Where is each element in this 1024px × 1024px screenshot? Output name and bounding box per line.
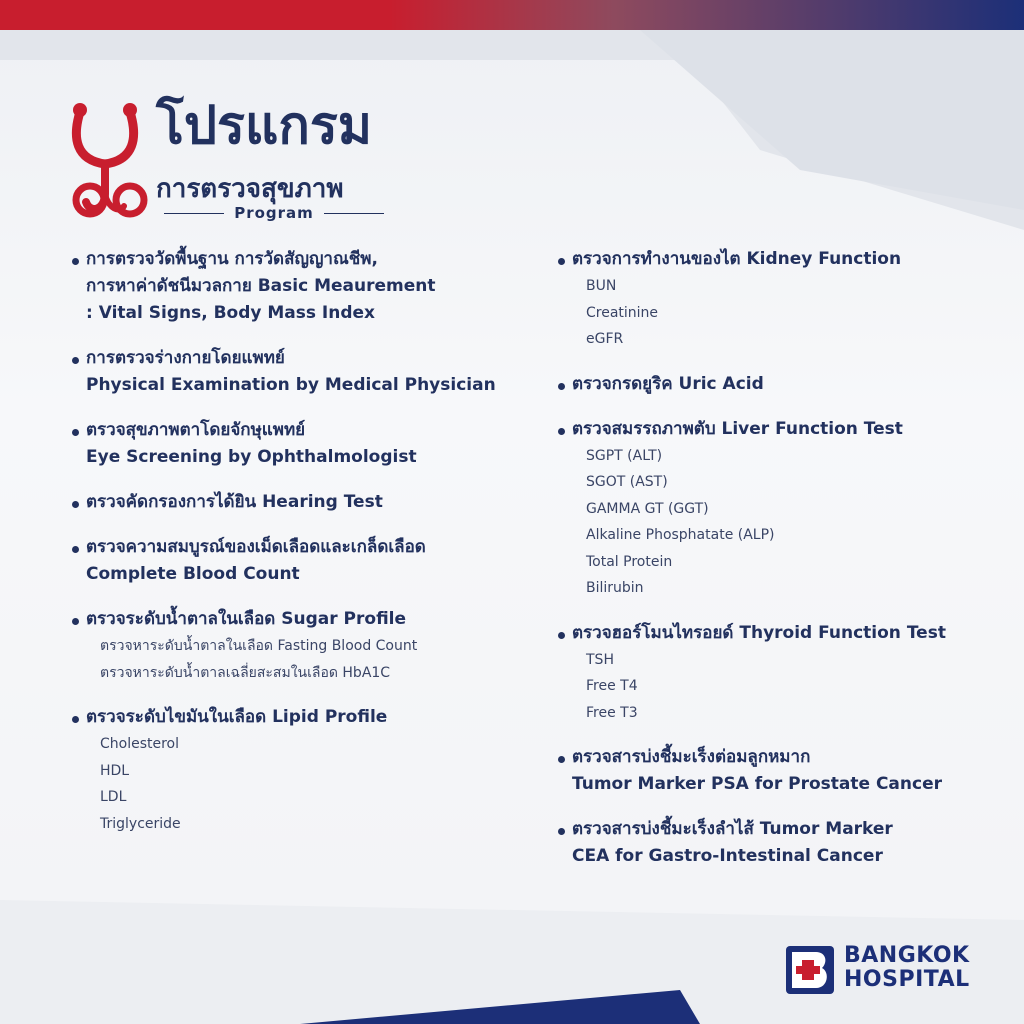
divider-right [324, 213, 384, 214]
checkup-item-line: การหาค่าดัชนีมวลกาย Basic Meaurement [86, 276, 436, 296]
checkup-sub-item: ตรวจหาระดับน้ำตาลในเลือด Fasting Blood Count [100, 638, 418, 654]
checkup-sub-item: SGPT (ALT) [586, 447, 663, 464]
checkup-sub-item: HDL [100, 762, 130, 779]
checkup-item-line: ตรวจคัดกรองการได้ยิน Hearing Test [86, 492, 383, 512]
checkup-item-title [556, 416, 996, 443]
checkup-item-title [556, 816, 996, 870]
checkup-sub-list [70, 731, 520, 837]
checkup-item-line: ตรวจกรดยูริค Uric Acid [572, 373, 764, 394]
checkup-sub-item: Alkaline Phosphatate (ALP) [586, 527, 775, 543]
left-item [70, 534, 520, 588]
checkup-sub-item: GAMMA GT (GGT) [586, 500, 709, 517]
right-item [556, 416, 996, 602]
checkup-item-title [70, 606, 520, 633]
checkup-item-line: Eye Screening by Ophthalmologist [86, 447, 417, 467]
checkup-item-title [70, 417, 520, 471]
left-item [70, 704, 520, 837]
checkup-item-title [70, 246, 520, 327]
stethoscope-icon [68, 98, 152, 222]
checkup-sub-list [556, 647, 996, 727]
right-item [556, 371, 996, 398]
left-item [70, 417, 520, 471]
right-item [556, 744, 996, 798]
checkup-sub-list [556, 273, 996, 353]
checkup-sub-item: Bilirubin [586, 580, 644, 596]
checkup-item-line: : Vital Signs, Body Mass Index [86, 303, 376, 323]
page-subtitle: การตรวจสุขภาพ [156, 174, 344, 204]
divider-left [164, 213, 224, 214]
checkup-item-line: ตรวจฮอร์โมนไทรอยด์ Thyroid Function Test [572, 622, 946, 643]
checkup-item-line: Complete Blood Count [86, 564, 300, 584]
checkup-item-line: การตรวจวัดพื้นฐาน การวัดสัญญาณชีพ, [86, 249, 378, 269]
checkup-item-line: Physical Examination by Medical Physician [86, 375, 496, 395]
checkup-sub-item: Cholesterol [100, 736, 180, 752]
checkup-item-line: ตรวจระดับน้ำตาลในเลือด Sugar Profile [86, 609, 407, 629]
bangkok-hospital-logo-icon [786, 946, 834, 994]
page-title: โปรแกรม [156, 96, 373, 156]
checkup-sub-item: Creatinine [586, 304, 659, 321]
right-column [556, 246, 996, 888]
checkup-sub-item: BUN [586, 278, 617, 294]
checkup-item-title [70, 345, 520, 399]
logo-line-2: HOSPITAL [844, 967, 970, 992]
checkup-item-title [556, 744, 996, 798]
logo-wordmark [844, 944, 970, 992]
left-item [70, 246, 520, 327]
checkup-sub-list [556, 443, 996, 602]
checkup-sub-item: eGFR [586, 331, 624, 347]
checkup-item-title [556, 246, 996, 273]
checkup-sub-item: Free T4 [586, 678, 638, 694]
right-item [556, 620, 996, 727]
right-item [556, 816, 996, 870]
checkup-item-line: Tumor Marker PSA for Prostate Cancer [572, 774, 942, 794]
checkup-item-title [70, 704, 520, 731]
checkup-sub-item: Free T3 [586, 704, 638, 721]
checkup-item-line: ตรวจความสมบูรณ์ของเม็ดเลือดและเกล็ดเลือด [86, 537, 426, 557]
checkup-item-line: ตรวจสารบ่งชี้มะเร็งลำไส้ Tumor Marker [572, 819, 893, 839]
left-column [70, 246, 520, 855]
checkup-item-title [556, 371, 996, 398]
checkup-item-title [70, 534, 520, 588]
checkup-sub-item: SGOT (AST) [586, 474, 668, 490]
checkup-item-line: ตรวจสุขภาพตาโดยจักษุแพทย์ [86, 420, 306, 440]
program-text: Program [234, 204, 314, 222]
checkup-item-line: CEA for Gastro-Intestinal Cancer [572, 846, 883, 866]
checkup-sub-item: TSH [586, 651, 614, 668]
checkup-item-title [556, 620, 996, 647]
checkup-sub-item: Triglyceride [100, 815, 181, 832]
left-item [70, 345, 520, 399]
right-item [556, 246, 996, 353]
checkup-sub-list [70, 633, 520, 686]
program-label [164, 204, 384, 222]
checkup-item-title [70, 489, 520, 516]
program-header [68, 98, 408, 228]
logo-line-1: BANGKOK [844, 943, 970, 968]
checkup-item-line: ตรวจสารบ่งชี้มะเร็งต่อมลูกหมาก [572, 747, 811, 767]
checkup-item-line: ตรวจระดับไขมันในเลือด Lipid Profile [86, 707, 388, 727]
left-item [70, 489, 520, 516]
bangkok-hospital-logo [786, 944, 996, 996]
checkup-item-line: ตรวจการทำงานของไต Kidney Function [572, 249, 902, 269]
checkup-sub-item: ตรวจหาระดับน้ำตาลเฉลี่ยสะสมในเลือด HbA1C [100, 664, 391, 681]
checkup-sub-item: Total Protein [586, 553, 673, 570]
checkup-item-line: การตรวจร่างกายโดยแพทย์ [86, 348, 285, 368]
checkup-sub-item: LDL [100, 789, 127, 805]
left-item [70, 606, 520, 686]
checkup-item-line: ตรวจสมรรถภาพตับ Liver Function Test [572, 418, 903, 439]
